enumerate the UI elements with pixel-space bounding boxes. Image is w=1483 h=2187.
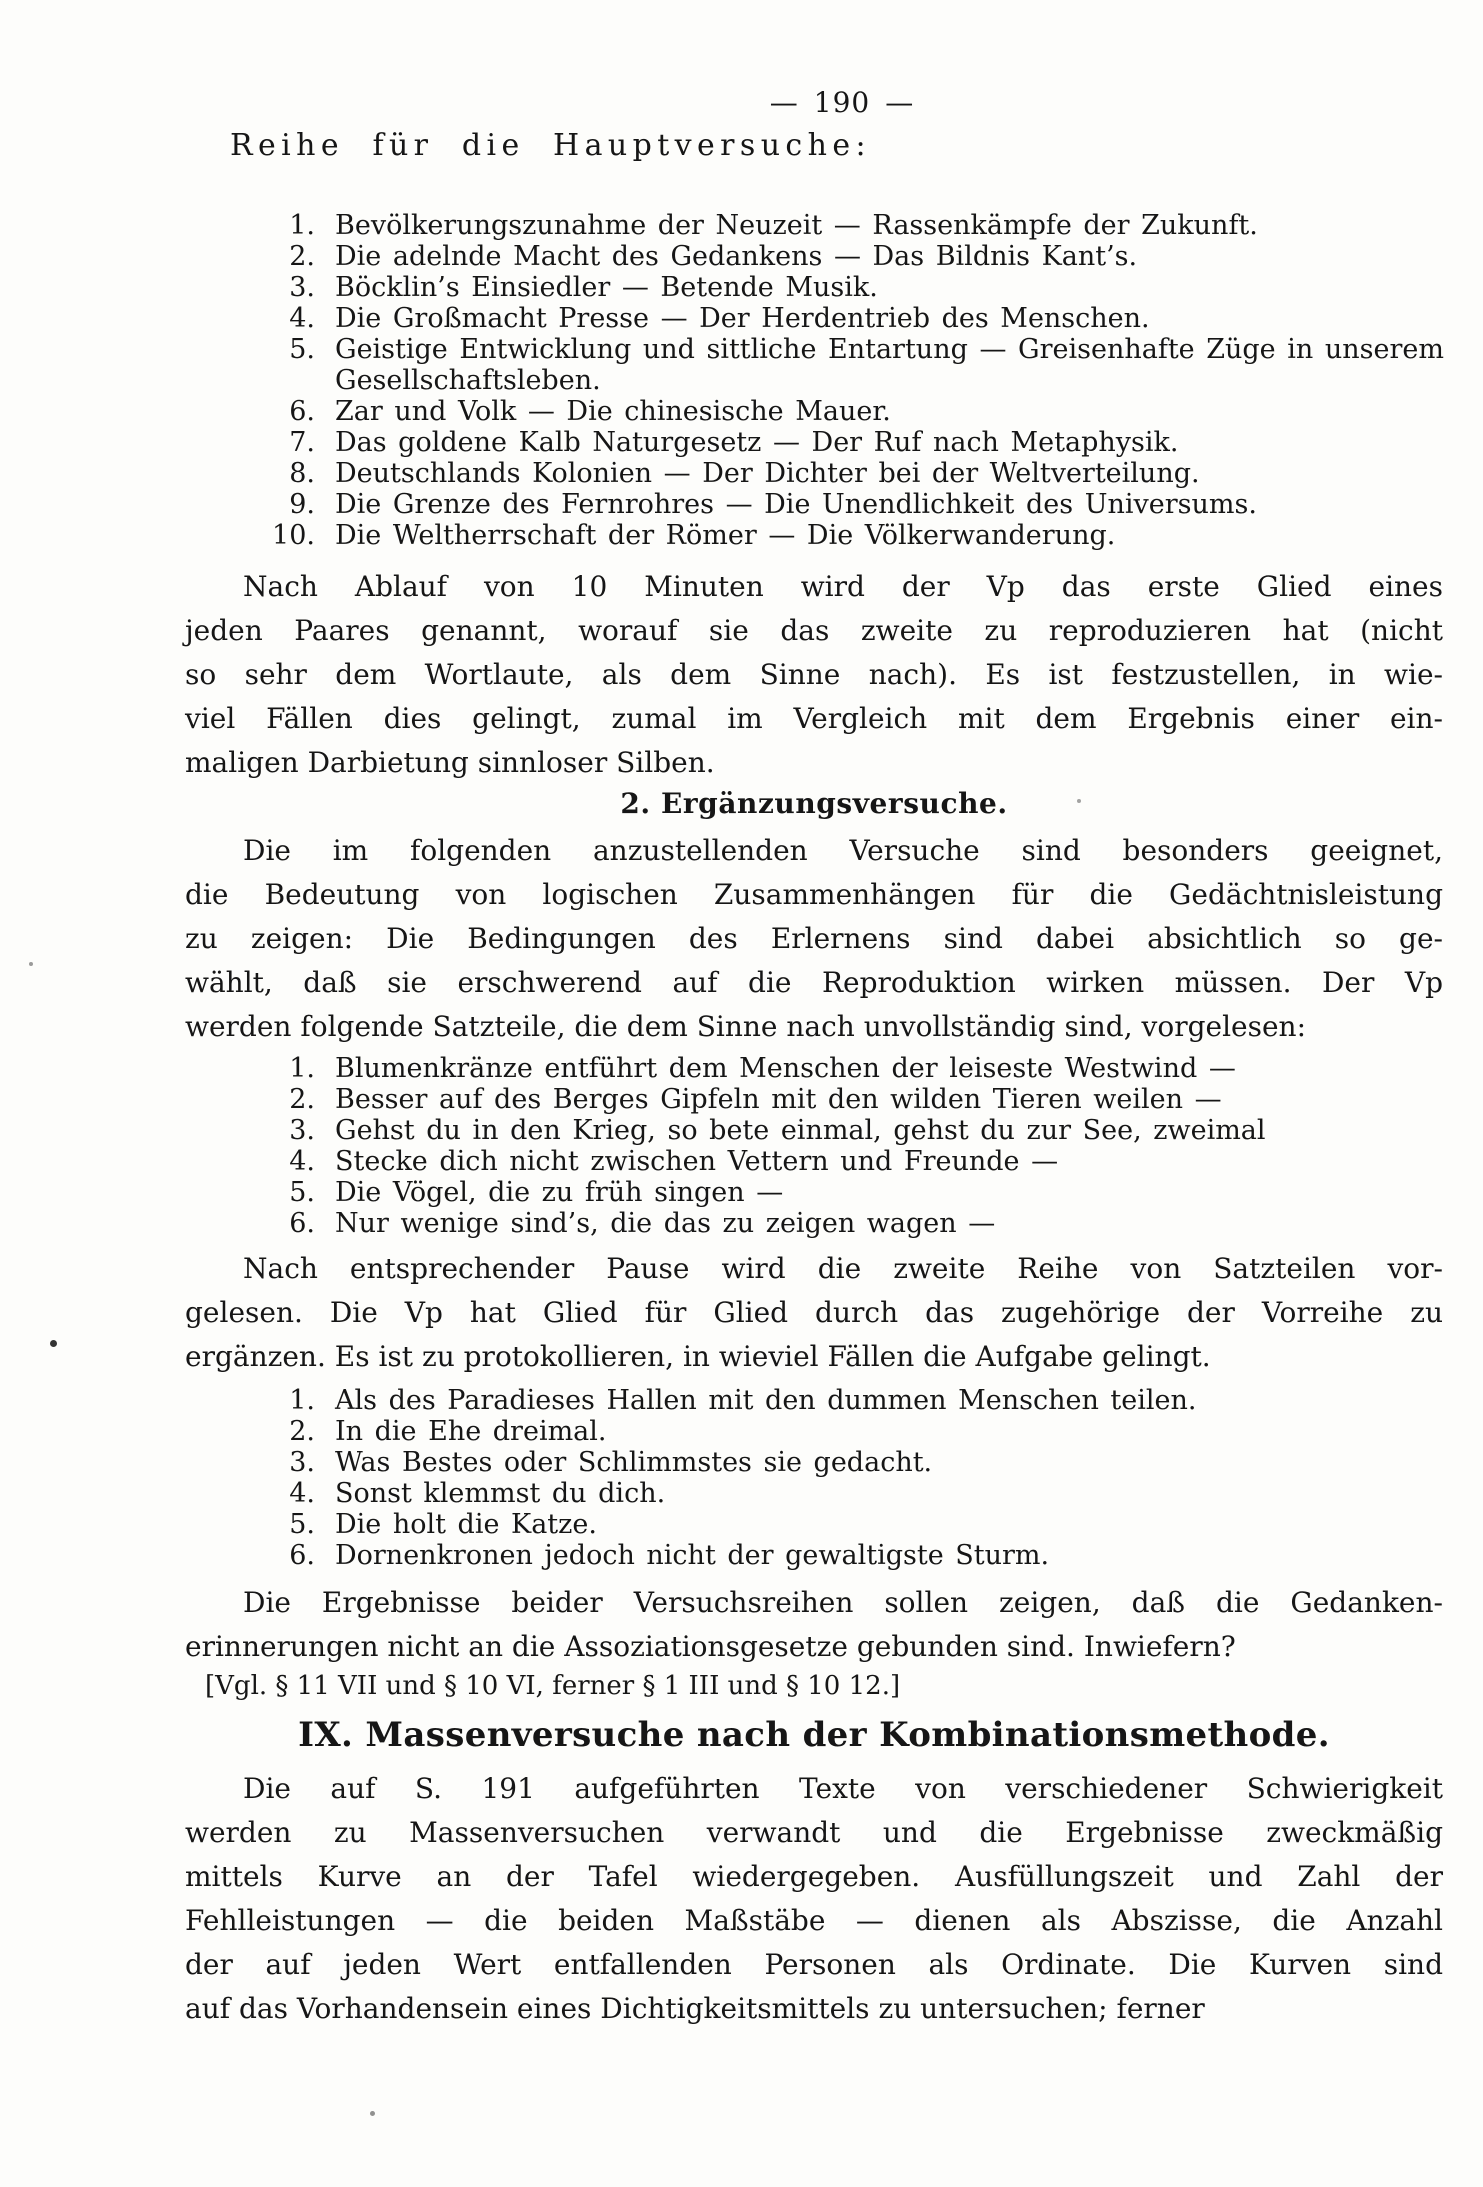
list-item-text: Die Vögel, die zu früh singen —	[335, 1177, 784, 1208]
list-item-number: 10.	[272, 520, 315, 551]
list-item	[185, 520, 1443, 551]
list-item-text: Zar und Volk — Die chinesische Mauer.	[335, 396, 891, 427]
page-number-dash-left: —	[769, 86, 799, 119]
list-item	[185, 210, 1443, 241]
list-item	[185, 1084, 1443, 1115]
list-item-text: Besser auf des Berges Gipfeln mit den wilden Tieren weilen —	[335, 1084, 1222, 1115]
list-item-number: 1.	[289, 1385, 315, 1416]
list-item	[185, 1478, 1443, 1509]
list-item-text: Als des Paradieses Hallen mit den dummen Menschen teilen.	[335, 1385, 1197, 1416]
satzteile-list-1	[185, 1053, 1443, 1239]
series-heading: Reihe für die Hauptversuche:	[230, 128, 872, 163]
list-item-number: 5.	[289, 334, 315, 365]
list-item-text: Dornenkronen jedoch nicht der gewaltigste Sturm.	[335, 1540, 1050, 1571]
list-item	[185, 1146, 1443, 1177]
paragraph-line: Die auf S. 191 aufgeführten Texte von verschiedener Schwierigkeit	[243, 1772, 1443, 1805]
list-item-text: Blumenkränze entführt dem Menschen der leiseste Westwind —	[335, 1053, 1236, 1084]
paragraph-line: die Bedeutung von logischen Zusammenhängen für die Gedächtnisleistung	[185, 878, 1443, 911]
paragraph-line: gelesen. Die Vp hat Glied für Glied durch das zugehörige der Vorreihe zu	[185, 1296, 1443, 1329]
list-item-number: 6.	[289, 396, 315, 427]
text-block	[185, 0, 1443, 2031]
paragraph-line: erinnerungen nicht an die Assoziationsgesetze gebunden sind. Inwiefern?	[185, 1630, 1236, 1663]
ink-speck	[29, 962, 33, 966]
ink-speck	[370, 2111, 375, 2116]
list-item	[185, 1208, 1443, 1239]
list-item-number: 8.	[289, 458, 315, 489]
paragraph-line: Die im folgenden anzustellenden Versuche sind besonders geeignet,	[243, 834, 1443, 867]
list-item-text: Die Weltherrschaft der Römer — Die Völkerwanderung.	[335, 520, 1116, 551]
list-item	[185, 272, 1443, 303]
paragraph	[185, 565, 1443, 785]
list-item	[185, 303, 1443, 334]
list-item	[185, 427, 1443, 458]
list-item-number: 5.	[289, 1177, 315, 1208]
list-item-number: 4.	[289, 1146, 315, 1177]
list-item-number: 3.	[289, 1447, 315, 1478]
list-item-text: Gehst du in den Krieg, so bete einmal, gehst du zur See, zweimal	[335, 1115, 1266, 1146]
list-item-text: Die adelnde Macht des Gedankens — Das Bildnis Kant’s.	[335, 241, 1138, 272]
list-item-number: 2.	[289, 241, 315, 272]
list-item	[185, 241, 1443, 272]
paragraph-line: Die Ergebnisse beider Versuchsreihen sollen zeigen, daß die Gedanken-	[243, 1586, 1443, 1619]
list-item	[185, 458, 1443, 489]
page-number	[213, 88, 1471, 118]
paragraph-line: werden folgende Satzteile, die dem Sinne nach unvollständig sind, vorgelesen:	[185, 1010, 1307, 1043]
list-item	[185, 1177, 1443, 1208]
list-item-text: Was Bestes oder Schlimmstes sie gedacht.	[335, 1447, 933, 1478]
list-item-number: 4.	[289, 303, 315, 334]
list-item	[185, 1385, 1443, 1416]
list-item-text: Böcklin’s Einsiedler — Betende Musik.	[335, 272, 878, 303]
list-item-text: Bevölkerungszunahme der Neuzeit — Rassenkämpfe der Zukunft.	[335, 210, 1258, 241]
list-item-number: 4.	[289, 1478, 315, 1509]
list-item-continuation	[185, 365, 1443, 396]
paragraph-line: maligen Darbietung sinnloser Silben.	[185, 746, 715, 779]
list-item-text: Geistige Entwicklung und sittliche Entartung — Greisenhafte Züge in unserem	[335, 334, 1444, 365]
list-item-text: Stecke dich nicht zwischen Vettern und Freunde —	[335, 1146, 1059, 1177]
list-item-number: 6.	[289, 1208, 315, 1239]
list-item	[185, 334, 1443, 365]
list-item-number: 9.	[289, 489, 315, 520]
page-number-dash-right: —	[885, 86, 915, 119]
list-item-number: 5.	[289, 1509, 315, 1540]
list-item-text: Die Grenze des Fernrohres — Die Unendlichkeit des Universums.	[335, 489, 1257, 520]
paragraph-line: der auf jeden Wert entfallenden Personen als Ordinate. Die Kurven sind	[185, 1948, 1443, 1981]
list-item-number: 3.	[289, 272, 315, 303]
list-item	[185, 396, 1443, 427]
list-item-text: Sonst klemmst du dich.	[335, 1478, 666, 1509]
list-item	[185, 489, 1443, 520]
paragraph-line: Nach entsprechender Pause wird die zweite Reihe von Satzteilen vor-	[243, 1252, 1443, 1285]
list-item-number: 3.	[289, 1115, 315, 1146]
paragraph-line: jeden Paares genannt, worauf sie das zweite zu reproduzieren hat (nicht	[185, 614, 1443, 647]
list-item	[185, 1540, 1443, 1571]
list-item-number: 1.	[289, 1053, 315, 1084]
paragraph-line: wählt, daß sie erschwerend auf die Reproduktion wirken müssen. Der Vp	[185, 966, 1443, 999]
list-item-text: In die Ehe dreimal.	[335, 1416, 607, 1447]
paragraph	[185, 829, 1443, 1049]
paragraph-line: Fehlleistungen — die beiden Maßstäbe — dienen als Abszisse, die Anzahl	[185, 1904, 1443, 1937]
paragraph-line: mittels Kurve an der Tafel wiedergegeben. Ausfüllungszeit und Zahl der	[185, 1860, 1443, 1893]
paragraph	[185, 1247, 1443, 1379]
list-item-text: Das goldene Kalb Naturgesetz — Der Ruf nach Metaphysik.	[335, 427, 1179, 458]
section-heading: IX. Massenversuche nach der Kombinationsmethode.	[298, 1715, 1330, 1755]
list-item-text: Die holt die Katze.	[335, 1509, 597, 1540]
cross-reference: [Vgl. § 11 VII und § 10 VI, ferner § 1 III und § 10 12.]	[205, 1671, 901, 1701]
list-item-text: Deutschlands Kolonien — Der Dichter bei der Weltverteilung.	[335, 458, 1200, 489]
list-item	[185, 1447, 1443, 1478]
list-item	[185, 1416, 1443, 1447]
paragraph	[185, 1581, 1443, 1703]
list-item-text: Gesellschaftsleben.	[335, 365, 601, 396]
paragraph-line: werden zu Massenversuchen verwandt und die Ergebnisse zweckmäßig	[185, 1816, 1443, 1849]
ink-speck	[50, 1340, 57, 1347]
paragraph-line: viel Fällen dies gelingt, zumal im Vergleich mit dem Ergebnis einer ein-	[185, 702, 1443, 735]
paragraph-line: zu zeigen: Die Bedingungen des Erlernens sind dabei absichtlich so ge-	[185, 922, 1443, 955]
paragraph-line: Nach Ablauf von 10 Minuten wird der Vp das erste Glied eines	[243, 570, 1443, 603]
hauptversuche-list	[185, 210, 1443, 551]
paragraph-line: so sehr dem Wortlaute, als dem Sinne nach). Es ist festzustellen, in wie-	[185, 658, 1443, 691]
list-item	[185, 1115, 1443, 1146]
list-item	[185, 1053, 1443, 1084]
paragraph-line: ergänzen. Es ist zu protokollieren, in wieviel Fällen die Aufgabe gelingt.	[185, 1340, 1211, 1373]
paragraph-line: auf das Vorhandensein eines Dichtigkeitsmittels zu untersuchen; ferner	[185, 1992, 1205, 2025]
page-number-value: 190	[813, 86, 871, 119]
list-item	[185, 1509, 1443, 1540]
list-item-number: 2.	[289, 1084, 315, 1115]
list-item-number: 1.	[289, 210, 315, 241]
subsection-heading: 2. Ergänzungsversuche.	[620, 787, 1008, 820]
list-item-number: 6.	[289, 1540, 315, 1571]
list-item-text: Nur wenige sind’s, die das zu zeigen wagen —	[335, 1208, 996, 1239]
satzteile-list-2	[185, 1385, 1443, 1571]
list-item-number: 7.	[289, 427, 315, 458]
list-item-number: 2.	[289, 1416, 315, 1447]
list-item-text: Die Großmacht Presse — Der Herdentrieb des Menschen.	[335, 303, 1150, 334]
paragraph	[185, 1767, 1443, 2031]
